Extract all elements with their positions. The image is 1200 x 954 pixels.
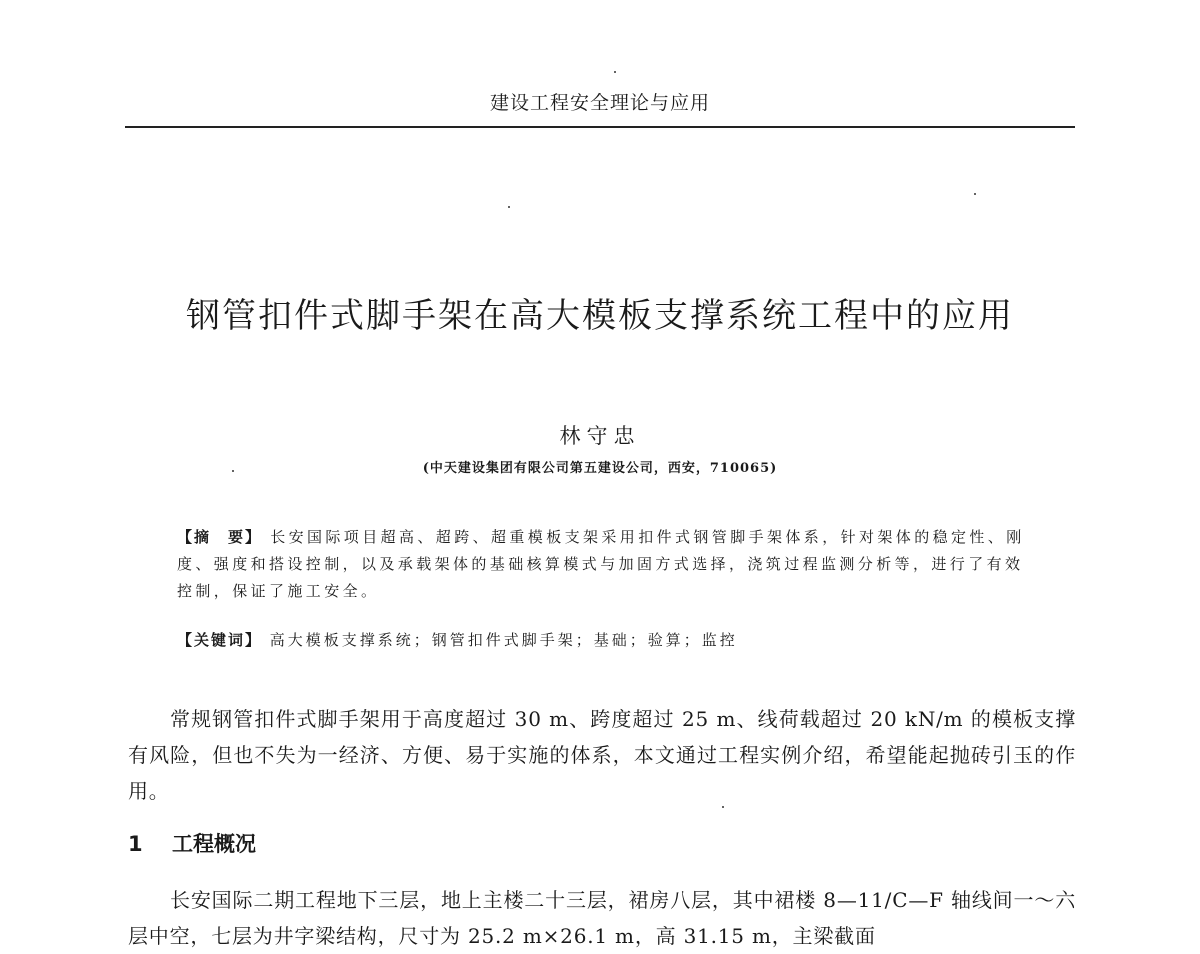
abstract [177, 524, 1037, 605]
journal-header: 建设工程安全理论与应用 [489, 92, 710, 114]
keywords-text: 高大模板支撑系统；钢管扣件式脚手架；基础；验算；监控 [269, 631, 738, 649]
abstract-label: 【摘 要】 [177, 528, 263, 546]
keywords-label: 【关键词】 [177, 631, 263, 649]
scan-speck [614, 71, 616, 73]
author-name: 林守忠 [559, 424, 641, 448]
intro-paragraph: 常规钢管扣件式脚手架用于高度超过 30 m、跨度超过 25 m、线荷载超过 20 kN/m 的模板支撑有风险，但也不失为一经济、方便、易于实施的体系，本文通过工程实例介绍，希望能起抛砖引玉的作用。 [128, 707, 1076, 803]
section-paragraph: 长安国际二期工程地下三层，地上主楼二十三层，裙房八层，其中裙楼 8—11/C—F 轴线间一～六层中空，七层为井字梁结构，尺寸为 25.2 m×26.1 m，高 31.15 m，主梁截面 [128, 888, 1076, 948]
keywords [177, 629, 1037, 650]
section-heading [128, 828, 256, 858]
section-title: 工程概况 [172, 832, 256, 856]
scan-speck [508, 206, 510, 208]
scan-speck [974, 193, 976, 195]
article-title: 钢管扣件式脚手架在高大模板支撑系统工程中的应用 [186, 296, 1014, 336]
section-number: 1 [128, 832, 143, 856]
abstract-text: 长安国际项目超高、超跨、超重模板支架采用扣件式钢管脚手架体系，针对架体的稳定性、刚度、强度和搭设控制，以及承载架体的基础核算模式与加固方式选择，浇筑过程监测分析等，进行了有效控制，保证了施工安全。 [177, 528, 1025, 600]
header-rule [125, 126, 1075, 128]
author-affiliation: (中天建设集团有限公司第五建设公司，西安，710065) [422, 461, 778, 476]
